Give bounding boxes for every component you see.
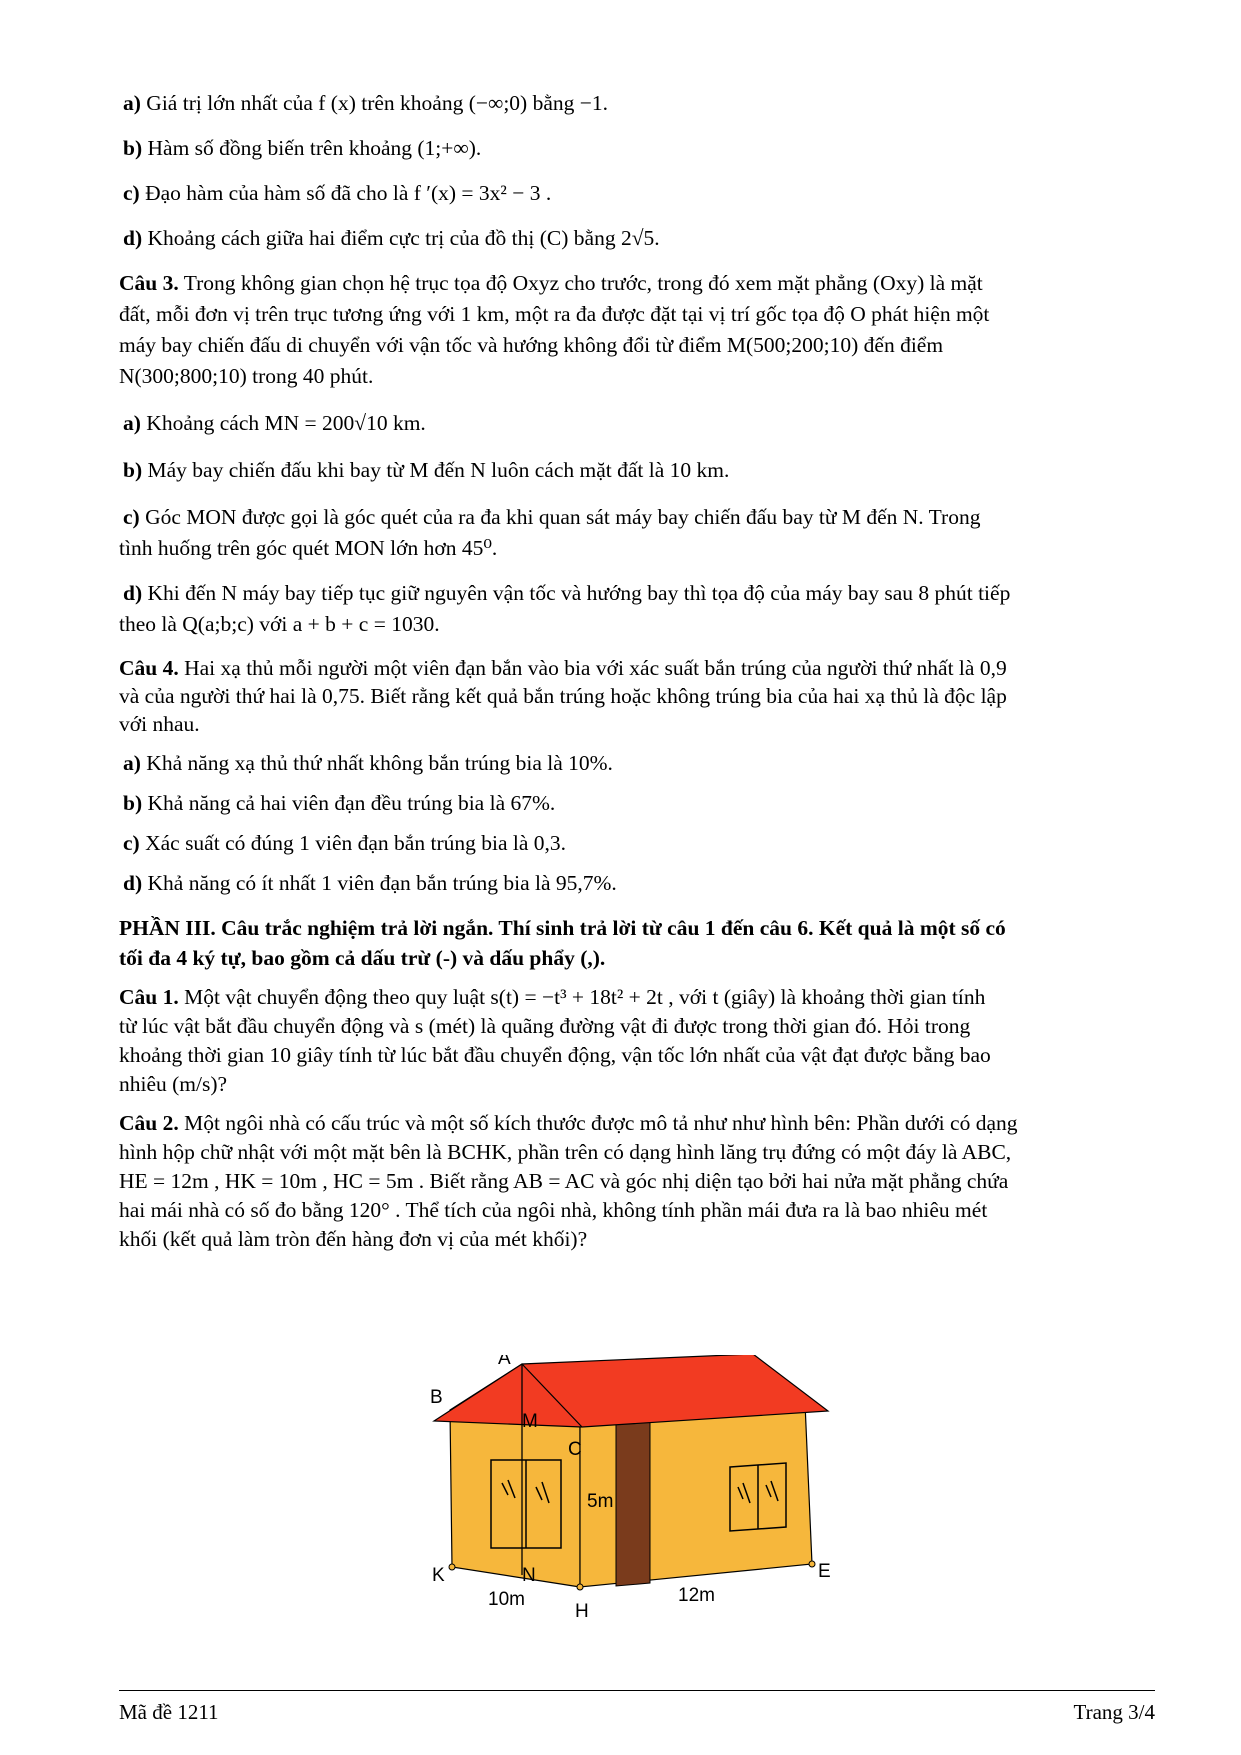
label-n: N bbox=[522, 1565, 536, 1586]
p3-q2-line-3: HE = 12m , HK = 10m , HC = 5m . Biết rằng AB = AC và góc nhị diện tạo bởi hai nửa mặt phẳng chứa bbox=[119, 1169, 1009, 1193]
option-d: d) Khoảng cách giữa hai điểm cực trị của đồ thị (C) bằng 2√5. bbox=[123, 226, 660, 250]
page-content bbox=[119, 88, 1155, 1254]
label-12m: 12m bbox=[678, 1585, 715, 1606]
part-3-line-2: tối đa 4 ký tự, bao gồm cả dấu trừ (-) và dấu phẩy (,). bbox=[119, 946, 606, 970]
question-4-option-d: d) Khả năng có ít nhất 1 viên đạn bắn trúng bia là 95,7%. bbox=[123, 871, 617, 895]
part-3-question-1 bbox=[119, 983, 1155, 1099]
question-3 bbox=[119, 268, 1155, 640]
prev-question-items bbox=[119, 88, 1155, 254]
label-m: M bbox=[522, 1411, 538, 1432]
option-b: b) Hàm số đồng biến trên khoảng (1;+∞). bbox=[123, 136, 482, 160]
p3-q2-line-4: hai mái nhà có số đo bằng 120° . Thể tích của ngôi nhà, không tính phần mái đưa ra là bao nhiêu mét bbox=[119, 1198, 988, 1222]
question-4-option-c: c) Xác suất có đúng 1 viên đạn bắn trúng bia là 0,3. bbox=[123, 831, 567, 855]
label-5m: 5m bbox=[587, 1491, 614, 1512]
part-3-question-2 bbox=[119, 1109, 1155, 1254]
question-3-option-b: b) Máy bay chiến đấu khi bay từ M đến N luôn cách mặt đất là 10 km. bbox=[123, 458, 730, 482]
label-e: E bbox=[818, 1561, 831, 1582]
option-c: c) Đạo hàm của hàm số đã cho là f ′(x) = 3x² − 3 . bbox=[123, 181, 552, 205]
part-3-header bbox=[119, 913, 1155, 973]
label-k: K bbox=[432, 1565, 445, 1586]
question-4-line-3: với nhau. bbox=[119, 712, 200, 736]
p3-q1-line-1: Câu 1. Một vật chuyển động theo quy luật s(t) = −t³ + 18t² + 2t , với t (giây) là khoảng thời gian tính bbox=[119, 985, 986, 1009]
option-a: a) Giá trị lớn nhất của f (x) trên khoảng (−∞;0) bằng −1. bbox=[123, 91, 609, 115]
footer-exam-code: Mã đề 1211 bbox=[119, 1700, 219, 1724]
question-3-option-d-line-2: theo là Q(a;b;c) với a + b + c = 1030. bbox=[119, 612, 440, 636]
label-10m: 10m bbox=[488, 1589, 525, 1610]
house-figure bbox=[420, 1355, 880, 1625]
question-3-line-1: Câu 3. Trong không gian chọn hệ trục tọa độ Oxyz cho trước, trong đó xem mặt phẳng (Oxy) là mặt bbox=[119, 271, 983, 295]
question-3-line-3: máy bay chiến đấu di chuyển với vận tốc và hướng không đổi từ điểm M(500;200;10) đến điểm bbox=[119, 333, 944, 357]
question-4-line-2: và của người thứ hai là 0,75. Biết rằng kết quả bắn trúng hoặc không trúng bia của hai xạ thủ là độc lập bbox=[119, 684, 1007, 708]
p3-q1-line-4: nhiêu (m/s)? bbox=[119, 1072, 228, 1096]
label-h: H bbox=[575, 1601, 589, 1622]
door bbox=[616, 1417, 650, 1586]
question-4-line-1: Câu 4. Hai xạ thủ mỗi người một viên đạn bắn vào bia với xác suất bắn trúng của người thứ nhất là 0,9 bbox=[119, 656, 1007, 680]
question-4 bbox=[119, 654, 1155, 899]
house-diagram bbox=[420, 1355, 880, 1625]
footer-page-number: Trang 3/4 bbox=[1073, 1700, 1155, 1724]
footer-divider bbox=[119, 1690, 1155, 1691]
question-3-option-c-line-1: c) Góc MON được gọi là góc quét của ra đa khi quan sát máy bay chiến đấu bay từ M đến N. Trong bbox=[123, 505, 981, 529]
part-3-line-1: PHẦN III. Câu trắc nghiệm trả lời ngắn. Thí sinh trả lời từ câu 1 đến câu 6. Kết quả là một số có bbox=[119, 916, 1006, 940]
point-e bbox=[809, 1561, 815, 1567]
question-3-line-4: N(300;800;10) trong 40 phút. bbox=[119, 364, 374, 388]
label-a: A bbox=[498, 1355, 511, 1369]
label-c: C bbox=[568, 1439, 582, 1460]
point-h bbox=[577, 1584, 583, 1590]
p3-q2-line-1: Câu 2. Một ngôi nhà có cấu trúc và một số kích thước được mô tả như như hình bên: Phần dưới có dạng bbox=[119, 1111, 1018, 1135]
p3-q1-line-3: khoảng thời gian 10 giây tính từ lúc bắt đầu chuyển động, vận tốc lớn nhất của vật đạt được bằng bao bbox=[119, 1043, 991, 1067]
question-3-option-c-line-2: tình huống trên góc quét MON lớn hơn 45⁰. bbox=[119, 536, 498, 560]
question-3-option-a: a) Khoảng cách MN = 200√10 km. bbox=[123, 411, 426, 435]
question-4-option-b: b) Khả năng cả hai viên đạn đều trúng bia là 67%. bbox=[123, 791, 556, 815]
label-b: B bbox=[430, 1387, 443, 1408]
point-k bbox=[449, 1564, 455, 1570]
question-4-option-a: a) Khả năng xạ thủ thứ nhất không bắn trúng bia là 10%. bbox=[123, 751, 613, 775]
p3-q2-line-5: khối (kết quả làm tròn đến hàng đơn vị của mét khối)? bbox=[119, 1227, 588, 1251]
right-window bbox=[730, 1463, 786, 1531]
p3-q1-line-2: từ lúc vật bắt đầu chuyển động và s (mét) là quãng đường vật đi được trong thời gian đó. Hỏi trong bbox=[119, 1014, 971, 1038]
left-window bbox=[491, 1460, 561, 1548]
question-3-line-2: đất, mỗi đơn vị trên trục tương ứng với 1 km, một ra đa được đặt tại vị trí gốc tọa độ O phát hiện một bbox=[119, 302, 990, 326]
question-3-option-d-line-1: d) Khi đến N máy bay tiếp tục giữ nguyên vận tốc và hướng bay thì tọa độ của máy bay sau 8 phút tiếp bbox=[123, 581, 1011, 605]
p3-q2-line-2: hình hộp chữ nhật với một mặt bên là BCHK, phần trên có dạng hình lăng trụ đứng có một đáy là ABC, bbox=[119, 1140, 1012, 1164]
